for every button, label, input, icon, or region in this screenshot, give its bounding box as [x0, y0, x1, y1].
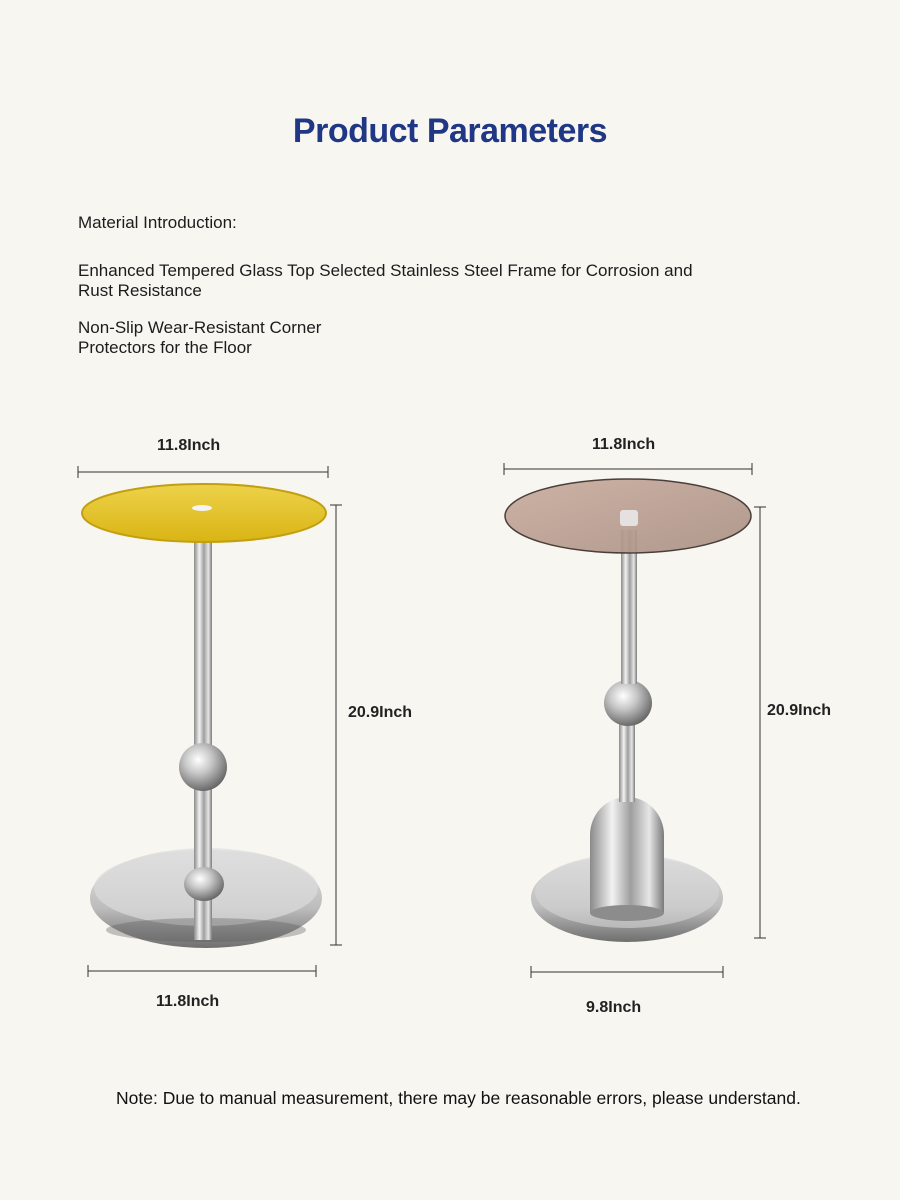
right-table-ball [604, 680, 652, 726]
material-heading: Material Introduction: [78, 213, 237, 232]
left-table-ball-large [179, 743, 227, 791]
material-line-protectors: Non-Slip Wear-Resistant Corner Protectors for the Floor [78, 318, 322, 357]
right-table-pole-lower [619, 720, 635, 802]
right-height-line [754, 507, 766, 938]
left-top-width-label: 11.8Inch [157, 437, 221, 454]
left-table-ball-small [184, 867, 224, 901]
left-top-width-line [78, 466, 328, 478]
right-top-width-line [504, 463, 752, 475]
right-table [505, 479, 751, 942]
right-height-label: 20.9Inch [767, 702, 832, 719]
measurement-note: Note: Due to manual measurement, there may be reasonable errors, please understand. [116, 1088, 801, 1108]
right-base-width-label: 9.8Inch [586, 999, 642, 1016]
right-base-width-line [531, 966, 723, 978]
left-base-width-line [88, 965, 316, 977]
left-table [82, 484, 326, 948]
right-top-width-label: 11.8Inch [592, 436, 656, 453]
left-height-label: 20.9Inch [348, 704, 413, 721]
page-title: Product Parameters [292, 112, 608, 150]
left-base-width-label: 11.8Inch [156, 993, 220, 1010]
material-line-glass: Enhanced Tempered Glass Top Selected Stainless Steel Frame for Corrosion and Rust Resistance [78, 261, 693, 300]
left-height-line [330, 505, 342, 945]
